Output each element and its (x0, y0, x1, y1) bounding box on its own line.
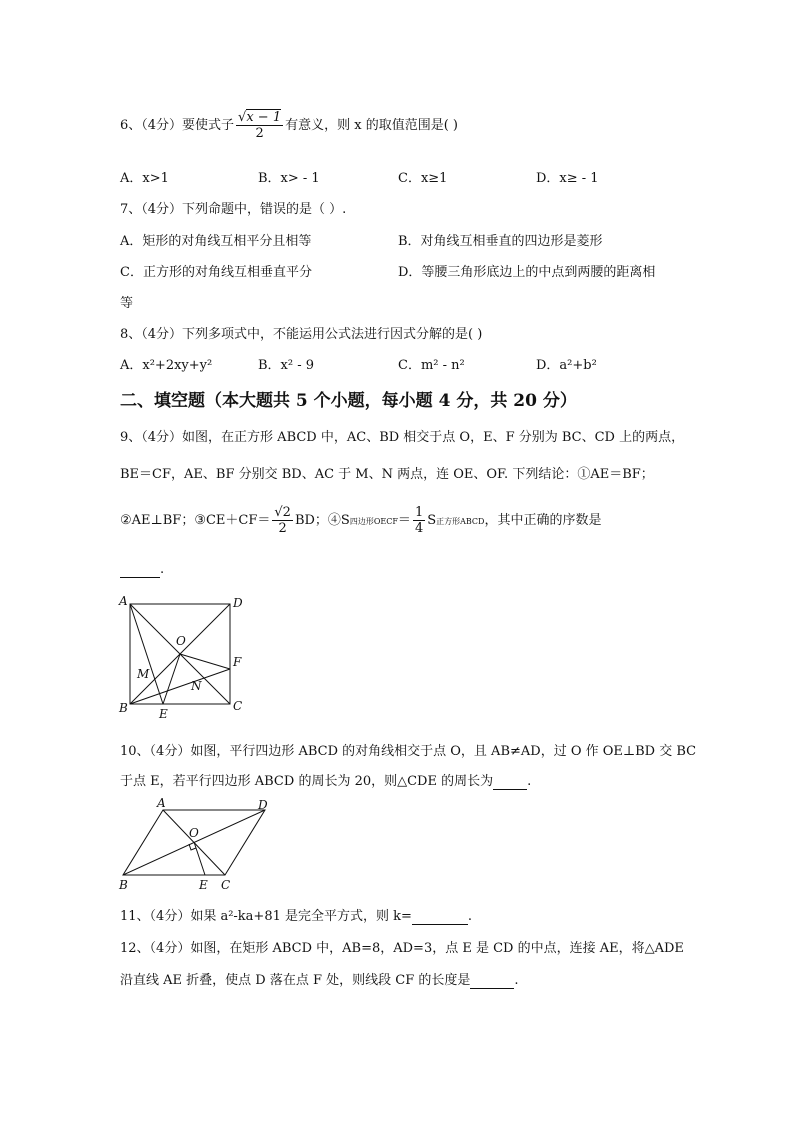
q8-stem: 8、（4分）下列多项式中，不能运用公式法进行因式分解的是( ) (120, 327, 483, 342)
label-d: D (258, 798, 268, 812)
q6-option-b[interactable]: B．x> - 1 (258, 171, 320, 186)
q9-s: S (427, 513, 437, 528)
q6-option-c[interactable]: C．x≥1 (398, 171, 448, 186)
q10-end: . (527, 774, 532, 789)
q9-sub2: 正方形ABCD (436, 517, 485, 526)
q9-sqrt-fraction (272, 505, 293, 536)
q6-option-a[interactable]: A．x>1 (120, 171, 169, 186)
label-b: B (119, 701, 128, 715)
label-a: A (119, 594, 128, 608)
label-c: C (233, 699, 243, 713)
q9-line2: BE＝CF，AE、BF 分别交 BD、AC 于 M、N 两点，连 OE、OF. 下列结论：①AE＝BF； (120, 467, 654, 482)
section-title: 二、填空题（本大题共 5 个小题，每小题 4 分，共 20 分） (120, 391, 577, 411)
q9-frac-den: 4 (414, 521, 424, 536)
label-n: N (191, 679, 202, 693)
q8-option-a[interactable]: A．x²+2xy+y² (120, 358, 213, 373)
q9-sqrt-den: 2 (278, 521, 287, 536)
q9-l3-part1: ②AE⊥BF；③CE＋CF＝ (120, 513, 271, 528)
q11-answer-blank[interactable] (412, 909, 468, 925)
q9-eq: ＝ (397, 513, 411, 528)
q9-l3-part2: BD；④S (294, 513, 350, 528)
q9-end: . (160, 562, 165, 577)
q9-answer-blank[interactable] (120, 562, 160, 578)
q6-stem-pre: 6、（4分）要使式子 (120, 118, 235, 133)
q11-line (120, 905, 472, 925)
q12-end: . (514, 973, 519, 988)
q10-line2-text: 于点 E，若平行四边形 ABCD 的周长为 20，则△CDE 的周长为 (120, 774, 494, 789)
q10-parallelogram-figure (115, 797, 275, 892)
q6-denominator: 2 (255, 126, 264, 141)
q6-option-d[interactable]: D．x≥ - 1 (536, 171, 599, 186)
q10-answer-blank[interactable] (493, 774, 527, 790)
q6-fraction (236, 110, 283, 141)
label-e: E (199, 878, 208, 892)
q12-answer-blank[interactable] (470, 973, 514, 989)
label-o: O (176, 634, 186, 648)
q7-option-b[interactable]: B．对角线互相垂直的四边形是菱形 (398, 234, 603, 249)
q6-radicand: x − 1 (246, 110, 282, 125)
q6-stem-post: 有意义，则 x 的取值范围是( ) (285, 118, 458, 133)
label-o: O (189, 826, 199, 840)
label-d: D (233, 596, 243, 610)
q7-option-d[interactable]: D．等腰三角形底边上的中点到两腰的距离相 (398, 265, 656, 280)
q11-text: 11、（4分）如果 a²-ka+81 是完全平方式，则 k= (120, 909, 412, 924)
q9-square-figure (115, 592, 255, 722)
q9-answer (120, 562, 164, 578)
q12-line1: 12、（4分）如图，在矩形 ABCD 中，AB=8，AD=3，点 E 是 CD 的中点，连接 AE，将△ADE (120, 941, 684, 956)
q9-sub1: 四边形OECF (349, 517, 398, 526)
q10-line1: 10、（4分）如图，平行四边形 ABCD 的对角线相交于点 O，且 AB≠AD，过 O 作 OE⊥BD 交 BC (120, 744, 697, 759)
q7-option-c[interactable]: C．正方形的对角线互相垂直平分 (120, 265, 312, 280)
q7-stem: 7、（4分）下列命题中，错误的是（ ）. (120, 202, 347, 217)
q7-option-d-wrap: 等 (120, 296, 134, 311)
q9-l3-part3: ，其中正确的序数是 (484, 513, 602, 528)
label-f: F (233, 655, 242, 669)
label-c: C (221, 878, 231, 892)
q6-stem (120, 110, 458, 141)
q7-option-a[interactable]: A．矩形的对角线互相平分且相等 (120, 234, 312, 249)
q9-frac-num: 1 (414, 505, 424, 520)
q8-option-c[interactable]: C．m² - n² (398, 358, 465, 373)
label-m: M (137, 667, 150, 681)
q9-line1: 9、（4分）如图，在正方形 ABCD 中，AC、BD 相交于点 O，E、F 分别为 BC、CD 上的两点， (120, 430, 685, 445)
label-b: B (119, 878, 128, 892)
label-a: A (157, 797, 166, 810)
q8-option-b[interactable]: B．x² - 9 (258, 358, 315, 373)
q10-line2 (120, 770, 531, 790)
q11-end: . (467, 909, 473, 924)
q9-line3 (120, 505, 601, 536)
q9-quarter-fraction (413, 505, 425, 536)
q8-option-d[interactable]: D．a²+b² (536, 358, 597, 373)
q9-sqrt-num: √2 (274, 505, 291, 520)
sqrt-symbol: √ (238, 110, 247, 125)
q12-line2-text: 沿直线 AE 折叠，使点 D 落在点 F 处，则线段 CF 的长度是 (120, 973, 471, 988)
q12-line2 (120, 969, 519, 989)
label-e: E (159, 707, 168, 721)
